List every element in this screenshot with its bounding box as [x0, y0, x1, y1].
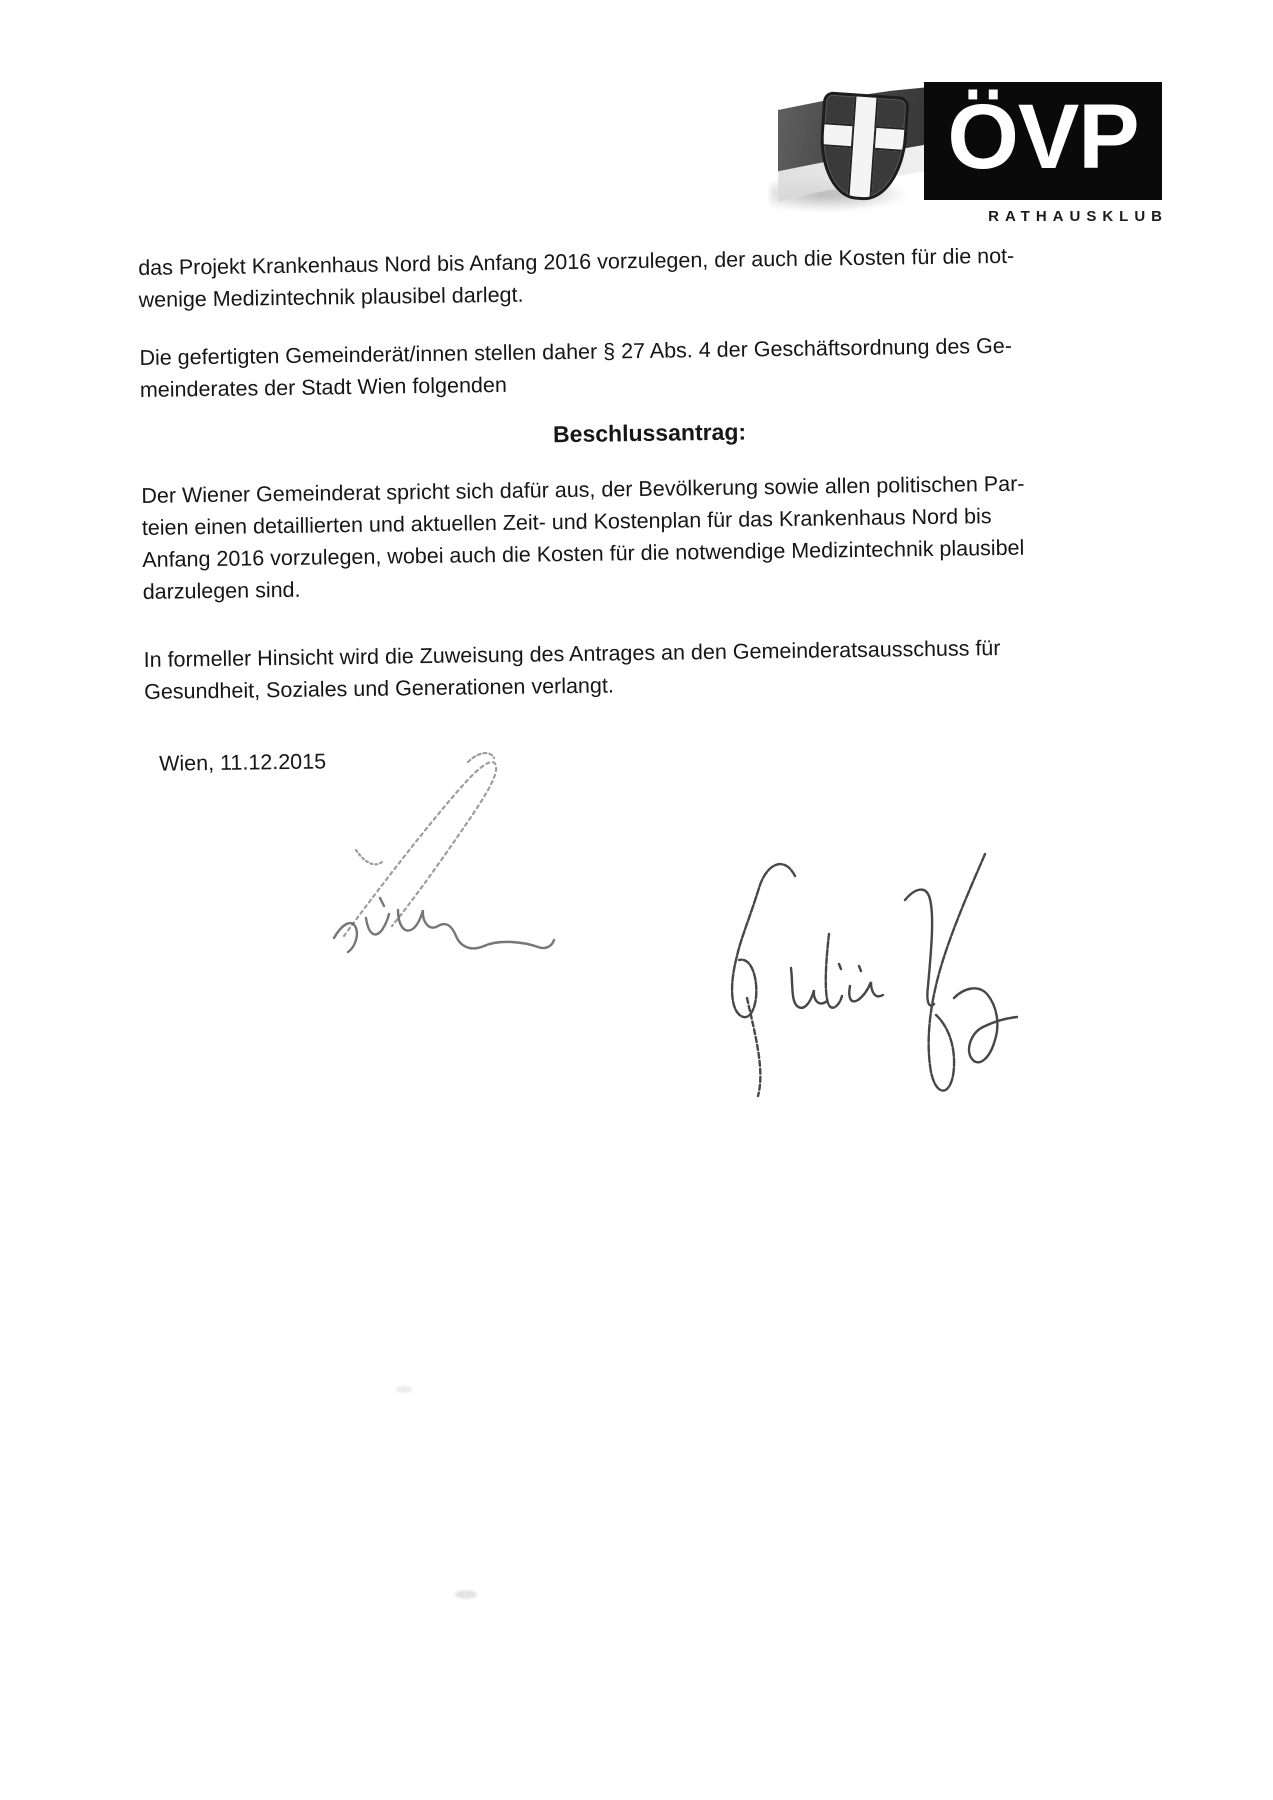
scan-artifact — [455, 1590, 477, 1599]
shield-cross-icon — [847, 93, 878, 200]
ovp-wordmark: ÖVP — [947, 86, 1139, 188]
signature-right — [643, 838, 1023, 1123]
rathausklub-label: RATHAUSKLUB — [988, 208, 1168, 225]
paragraph-intro-1 — [138, 238, 1157, 316]
ovp-wordmark-box — [924, 82, 1162, 200]
shield-cross-icon — [853, 126, 874, 143]
text-line: wenige Medizintechnik plausibel darlegt. — [138, 282, 524, 312]
text-line: Gesundheit, Soziales und Generationen verlangt. — [143, 673, 614, 704]
signature-left — [318, 740, 558, 960]
ovp-rathausklub-logo — [778, 80, 1168, 236]
text-line: Die gefertigten Gemeinderät/innen stellen daher § 27 Abs. 4 der Geschäftsordnung des Ge- — [139, 333, 1013, 370]
formal-paragraph — [143, 630, 1162, 708]
motion-paragraph — [141, 466, 1161, 608]
text-line: darzulegen sind. — [142, 577, 301, 604]
paragraph-intro-2 — [139, 328, 1158, 406]
scan-artifact — [396, 1386, 412, 1393]
text-line: Anfang 2016 vorzulegen, wobei auch die Kosten für die notwendige Medizintechnik plausibel — [142, 535, 1025, 572]
text-line: meinderates der Stadt Wien folgenden — [139, 372, 507, 402]
motion-heading: Beschlussantrag: — [552, 418, 747, 448]
text-line: das Projekt Krankenhaus Nord bis Anfang 2016 vorzulegen, der auch die Kosten für die not- — [138, 243, 1015, 280]
text-line: Der Wiener Gemeinderat spricht sich dafür aus, der Bevölkerung sowie allen politischen Par- — [141, 471, 1025, 508]
text-line: In formeller Hinsicht wird die Zuweisung des Antrages an den Gemeinderatsausschuss für — [143, 635, 1001, 672]
text-line: teien einen detaillierten und aktuellen Zeit- und Kostenplan für das Krankenhaus Nord bis — [141, 504, 992, 540]
document-text-block — [138, 238, 1163, 780]
date-line: Wien, 11.12.2015 — [158, 749, 327, 776]
